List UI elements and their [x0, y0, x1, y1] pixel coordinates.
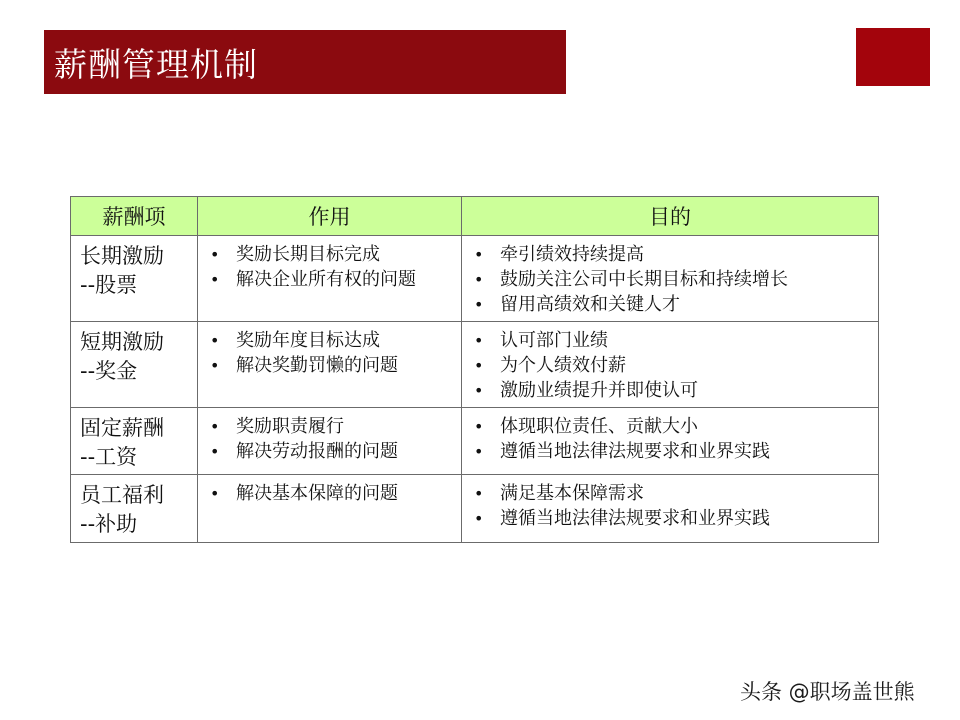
list-item: • 解决基本保障的问题	[198, 481, 461, 506]
table-header-row	[71, 197, 879, 236]
table-row	[71, 475, 879, 543]
header-effect: 作用	[198, 197, 462, 236]
slide-title-bar	[44, 30, 566, 94]
slide-title: 薪酬管理机制	[54, 44, 258, 84]
item-subtype: --工资	[80, 445, 138, 469]
item-name: 短期激励	[80, 330, 164, 354]
item-name: 长期激励	[80, 244, 164, 268]
list-item: • 奖励职责履行	[198, 414, 461, 439]
effect-cell	[198, 408, 462, 475]
corner-decoration	[856, 28, 930, 86]
purpose-cell	[462, 475, 879, 543]
purpose-cell	[462, 322, 879, 408]
item-cell	[71, 322, 198, 408]
list-item: • 遵循当地法律法规要求和业界实践	[462, 506, 878, 531]
list-item: • 解决奖勤罚懒的问题	[198, 353, 461, 378]
effect-cell	[198, 475, 462, 543]
table-row	[71, 322, 879, 408]
list-item: • 奖励年度目标达成	[198, 328, 461, 353]
list-item: • 满足基本保障需求	[462, 481, 878, 506]
item-subtype: --奖金	[80, 359, 138, 383]
compensation-table	[70, 196, 879, 543]
list-item: • 解决企业所有权的问题	[198, 267, 461, 292]
effect-cell	[198, 322, 462, 408]
list-item: • 留用高绩效和关键人才	[462, 292, 878, 317]
item-subtype: --补助	[80, 512, 138, 536]
list-item: • 鼓励关注公司中长期目标和持续增长	[462, 267, 878, 292]
purpose-cell	[462, 408, 879, 475]
list-item: • 奖励长期目标完成	[198, 242, 461, 267]
item-cell	[71, 408, 198, 475]
header-purpose: 目的	[462, 197, 879, 236]
list-item: • 牵引绩效持续提高	[462, 242, 878, 267]
item-cell	[71, 236, 198, 322]
list-item: • 认可部门业绩	[462, 328, 878, 353]
item-name: 员工福利	[80, 483, 164, 507]
item-name: 固定薪酬	[80, 416, 164, 440]
effect-cell	[198, 236, 462, 322]
list-item: • 体现职位责任、贡献大小	[462, 414, 878, 439]
list-item: • 为个人绩效付薪	[462, 353, 878, 378]
item-subtype: --股票	[80, 273, 138, 297]
list-item: • 激励业绩提升并即使认可	[462, 378, 878, 403]
item-cell	[71, 475, 198, 543]
watermark: 头条 @职场盖世熊	[740, 680, 915, 704]
table-row	[71, 236, 879, 322]
table-row	[71, 408, 879, 475]
header-item: 薪酬项	[71, 197, 198, 236]
purpose-cell	[462, 236, 879, 322]
list-item: • 解决劳动报酬的问题	[198, 439, 461, 464]
list-item: • 遵循当地法律法规要求和业界实践	[462, 439, 878, 464]
